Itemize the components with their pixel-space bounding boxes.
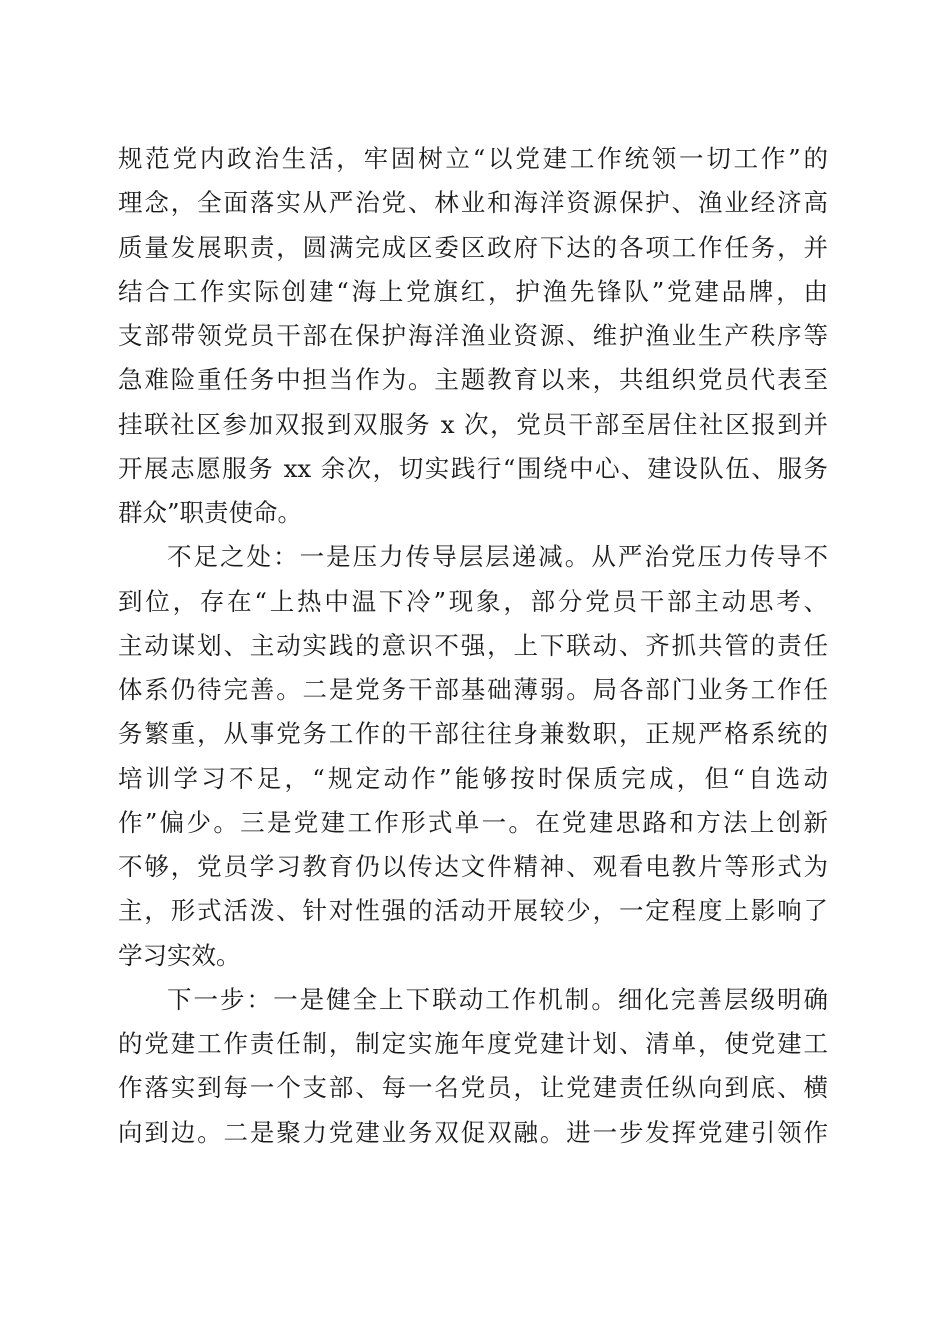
body-line: 作”偏少。三是党建工作形式单一。在党建思路和方法上创新 [118,807,828,837]
body-line: 质量发展职责，圆满完成区委区政府下达的各项工作任务，并 [118,232,828,262]
body-line: 急难险重任务中担当作为。主题教育以来，共组织党员代表至 [118,365,828,395]
body-line: 结合工作实际创建“海上党旗红，护渔先锋队”党建品牌，由 [118,276,828,306]
body-line: 体系仍待完善。二是党务干部基础薄弱。局各部门业务工作任 [118,675,828,704]
body-line: 培训学习不足，“规定动作”能够按时保质完成，但“自选动 [118,763,828,793]
body-line: 下一步：一是健全上下联动工作机制。细化完善层级明确 [167,984,828,1014]
body-line: 不足之处：一是压力传导层层递减。从严治党压力传导不 [167,542,828,572]
body-line: 到位，存在“上热中温下冷”现象，部分党员干部主动思考、 [118,586,828,616]
body-line: 的党建工作责任制，制定实施年度党建计划、清单，使党建工 [118,1029,828,1058]
body-line: 群众”职责使命。 [118,498,303,527]
body-line: 学习实效。 [118,940,241,970]
body-line: 不够，党员学习教育仍以传达文件精神、观看电教片等形式为 [118,852,828,881]
body-line: 向到边。二是聚力党建业务双促双融。进一步发挥党建引领作 [118,1117,828,1147]
body-line: 支部带领党员干部在保护海洋渔业资源、维护渔业生产秩序等 [118,321,828,350]
body-line: 挂联社区参加双报到双服务 x 次，党员干部至居住社区报到并 [118,409,828,439]
body-line: 规范党内政治生活，牢固树立“以党建工作统领一切工作”的 [118,144,828,173]
document-body [118,137,828,1155]
body-line: 主，形式活泼、针对性强的活动开展较少，一定程度上影响了 [118,896,828,926]
body-line: 主动谋划、主动实践的意识不强，上下联动、齐抓共管的责任 [118,630,828,660]
body-line: 开展志愿服务 xx 余次，切实践行“围绕中心、建设队伍、服务 [118,453,828,483]
body-line: 务繁重，从事党务工作的干部往往身兼数职，正规严格系统的 [118,719,828,749]
body-line: 理念，全面落实从严治党、林业和海洋资源保护、渔业经济高 [118,188,828,218]
body-line: 作落实到每一个支部、每一名党员，让党建责任纵向到底、横 [118,1073,828,1103]
